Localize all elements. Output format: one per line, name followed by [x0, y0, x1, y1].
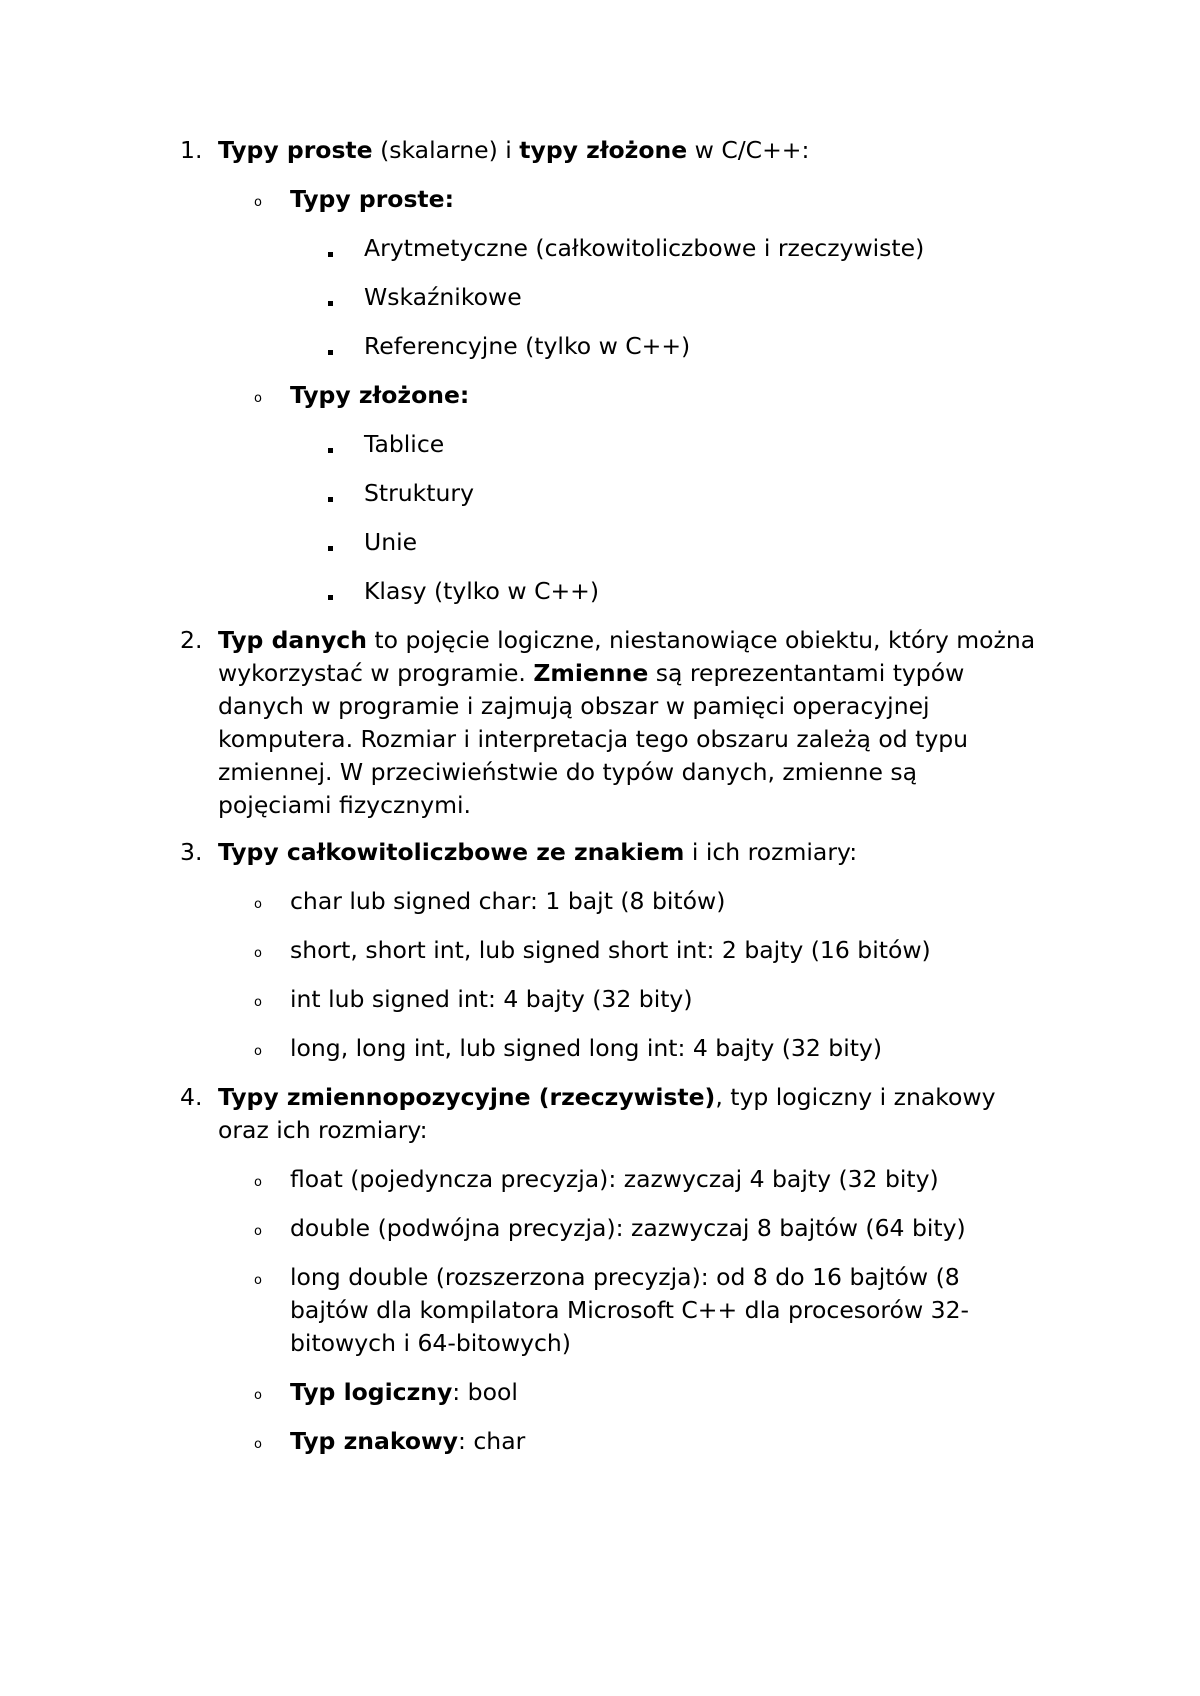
sub-item-text [290, 379, 469, 412]
circle-bullet-icon: o [254, 1224, 262, 1239]
bold-text: typy złożone [519, 136, 688, 164]
bold-text: Typ danych [218, 626, 367, 654]
text: long double (rozszerzona precyzja): od 8 do 16 bajtów (8 [290, 1263, 960, 1291]
sub-sub-item-text: Klasy (tylko w C++) [364, 577, 600, 605]
bold-text: Typy proste [218, 136, 373, 164]
list-item-text [218, 657, 964, 690]
text: bajtów dla kompilatora Microsoft C++ dla procesorów 32- [290, 1296, 970, 1324]
sub-item-text [290, 1425, 525, 1458]
circle-bullet-icon: o [254, 1437, 262, 1452]
text: i ich rozmiary: [684, 838, 858, 866]
sub-item-text [290, 1163, 939, 1196]
list-number: 1. [180, 136, 203, 164]
sub-item-text [290, 885, 725, 918]
square-bullet-icon [328, 497, 333, 502]
text: są reprezentantami typów [648, 659, 965, 687]
text: zmiennej. W przeciwieństwie do typów danych, zmienne są [218, 758, 918, 786]
square-bullet-icon [328, 350, 333, 355]
sub-item-text [290, 1261, 960, 1294]
circle-bullet-icon: o [254, 1273, 262, 1288]
sub-sub-item-text: Wskaźnikowe [364, 283, 522, 311]
text: komputera. Rozmiar i interpretacja tego obszaru zależą od typu [218, 725, 969, 753]
circle-bullet-icon: o [254, 1388, 262, 1403]
list-item-text [218, 723, 968, 756]
list-item-text [218, 789, 471, 822]
circle-bullet-icon: o [254, 195, 262, 210]
list-item-text [218, 690, 930, 723]
text: short, short int, lub signed short int: 2 bajty (16 bitów) [290, 936, 931, 964]
square-bullet-icon [328, 448, 333, 453]
text: pojęciami fizycznymi. [218, 791, 472, 819]
bold-text: Typy proste: [290, 185, 454, 213]
bold-text: Typy zmiennopozycyjne (rzeczywiste) [218, 1083, 716, 1111]
list-number: 4. [180, 1083, 203, 1111]
list-number: 2. [180, 626, 203, 654]
text: , typ logiczny i znakowy [715, 1083, 996, 1111]
sub-sub-item-text: Unie [364, 528, 418, 556]
text: : char [458, 1427, 526, 1455]
square-bullet-icon [328, 252, 333, 257]
list-item-text [218, 624, 1035, 657]
text: (skalarne) i [372, 136, 520, 164]
sub-item-text [290, 183, 454, 216]
list-item-text [218, 134, 809, 167]
bold-text: Typ znakowy [290, 1427, 458, 1455]
text: wykorzystać w programie. [218, 659, 534, 687]
sub-item-text [290, 1294, 969, 1327]
text: : bool [452, 1378, 518, 1406]
circle-bullet-icon: o [254, 946, 262, 961]
circle-bullet-icon: o [254, 1044, 262, 1059]
text: oraz ich rozmiary: [218, 1116, 428, 1144]
sub-item-text [290, 983, 693, 1016]
list-number: 3. [180, 838, 203, 866]
circle-bullet-icon: o [254, 995, 262, 1010]
text: to pojęcie logiczne, niestanowiące obiektu, który można [366, 626, 1036, 654]
square-bullet-icon [328, 595, 333, 600]
text: char lub signed char: 1 bajt (8 bitów) [290, 887, 726, 915]
sub-item-text [290, 1212, 966, 1245]
text: long, long int, lub signed long int: 4 bajty (32 bity) [290, 1034, 883, 1062]
sub-sub-item-text: Arytmetyczne (całkowitoliczbowe i rzeczywiste) [364, 234, 925, 262]
sub-item-text [290, 934, 931, 967]
sub-item-text [290, 1327, 571, 1360]
circle-bullet-icon: o [254, 391, 262, 406]
square-bullet-icon [328, 546, 333, 551]
square-bullet-icon [328, 301, 333, 306]
circle-bullet-icon: o [254, 897, 262, 912]
text: w C/C++: [687, 136, 810, 164]
sub-sub-item-text: Tablice [364, 430, 445, 458]
bold-text: Typ logiczny [290, 1378, 453, 1406]
bold-text: Zmienne [533, 659, 649, 687]
text: bitowych i 64-bitowych) [290, 1329, 571, 1357]
list-item-text [218, 1081, 996, 1114]
sub-item-text [290, 1032, 882, 1065]
sub-item-text [290, 1376, 518, 1409]
bold-text: Typy złożone: [290, 381, 470, 409]
text: double (podwójna precyzja): zazwyczaj 8 bajtów (64 bity) [290, 1214, 966, 1242]
list-item-text [218, 756, 917, 789]
text: danych w programie i zajmują obszar w pamięci operacyjnej [218, 692, 930, 720]
circle-bullet-icon: o [254, 1175, 262, 1190]
list-item-text [218, 1114, 428, 1147]
bold-text: Typy całkowitoliczbowe ze znakiem [218, 838, 685, 866]
sub-sub-item-text: Referencyjne (tylko w C++) [364, 332, 691, 360]
sub-sub-item-text: Struktury [364, 479, 474, 507]
text: float (pojedyncza precyzja): zazwyczaj 4 bajty (32 bity) [290, 1165, 939, 1193]
text: int lub signed int: 4 bajty (32 bity) [290, 985, 693, 1013]
list-item-text [218, 836, 857, 869]
